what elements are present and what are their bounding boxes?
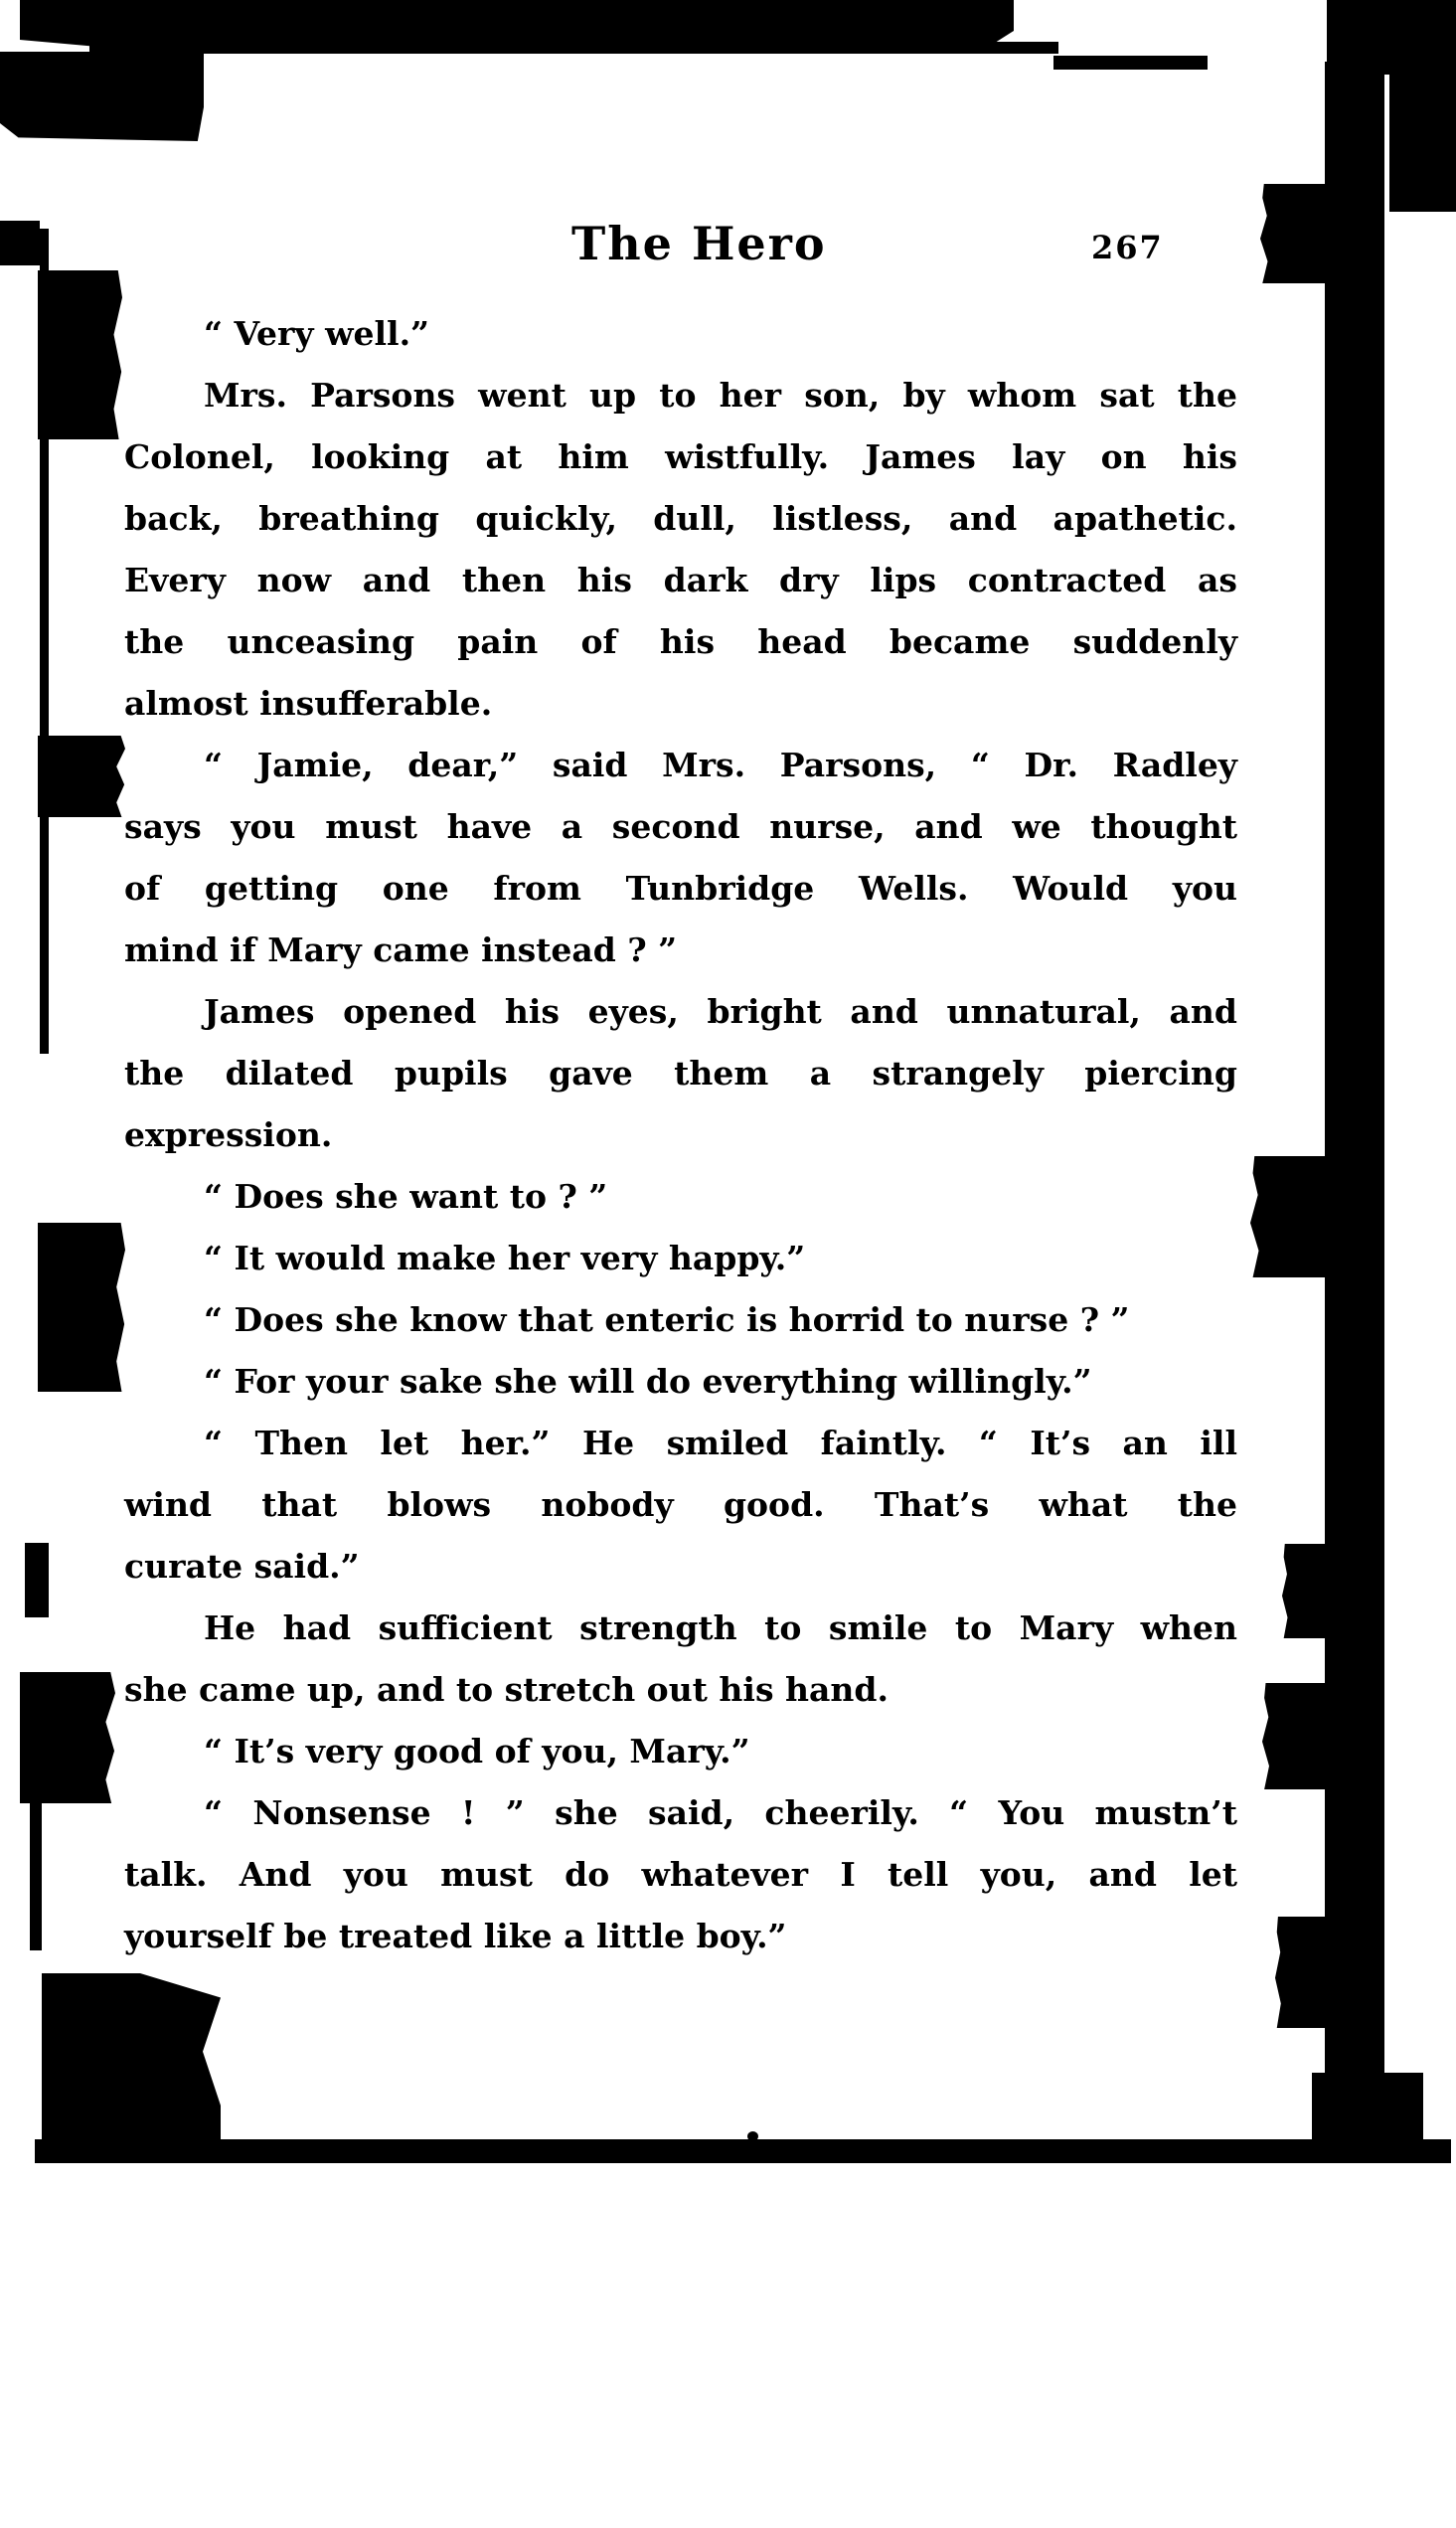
text-line: the dilated pupils gave them a strangely piercing [124,1054,1237,1093]
text-line: curate said.” [124,1547,360,1586]
text-line: she came up, and to stretch out his hand. [124,1670,889,1709]
text-line: “ Then let her.” He smiled faintly. “ It’s an ill [204,1424,1237,1462]
text-line: “ Does she want to ? ” [204,1177,608,1216]
running-header-title: The Hero [571,217,827,270]
text-line: “ It’s very good of you, Mary.” [204,1732,750,1770]
scan-artifact [0,221,40,265]
scan-artifact [1312,2073,1423,2157]
scan-artifact [38,1223,125,1392]
page-text [124,303,1237,1967]
text-line: “ Jamie, dear,” said Mrs. Parsons, “ Dr. Radley [204,746,1237,784]
text-line: back, breathing quickly, dull, listless, and apathetic. [124,499,1237,538]
text-line: “ It would make her very happy.” [204,1239,806,1277]
text-line: wind that blows nobody good. That’s what the [124,1485,1237,1524]
text-line: “ For your sake she will do everything willingly.” [204,1362,1092,1401]
scan-artifact [1389,55,1456,212]
text-line: “ Very well.” [204,314,430,353]
text-line: talk. And you must do whatever I tell you, and let [124,1855,1237,1894]
text-line: almost insufferable. [124,684,493,723]
scan-artifact [38,736,125,817]
scan-artifact [1275,1917,1333,2028]
scan-artifact [38,270,122,439]
scan-artifact [1053,56,1208,70]
scan-artifact [89,42,1058,54]
text-line: He had sufficient strength to smile to Mary when [204,1608,1237,1647]
text-line: expression. [124,1115,333,1154]
scan-artifact [1260,184,1335,283]
text-line: “ Nonsense ! ” she said, cheerily. “ You mustn’t [204,1793,1237,1832]
scan-artifact [1250,1156,1335,1277]
text-line: of getting one from Tunbridge Wells. Would you [124,869,1237,908]
text-line: James opened his eyes, bright and unnatural, and [204,992,1237,1031]
scan-artifact [1282,1544,1337,1638]
text-line: mind if Mary came instead ? ” [124,930,678,969]
scan-artifact [20,1672,115,1803]
scan-artifact [35,2139,1451,2163]
text-line: Every now and then his dark dry lips contracted as [124,561,1237,599]
text-line: the unceasing pain of his head became suddenly [124,622,1237,661]
scan-artifact [0,52,204,141]
scan-artifact [42,1973,221,2147]
scan-artifact [1325,62,1384,2154]
text-line: “ Does she know that enteric is horrid to nurse ? ” [204,1300,1130,1339]
text-line: says you must have a second nurse, and we thought [124,807,1237,846]
page-number: 267 [1091,229,1164,266]
scan-artifact [25,1543,49,1617]
text-line: yourself be treated like a little boy.” [124,1917,787,1955]
text-line: Colonel, looking at him wistfully. James lay on his [124,437,1237,476]
scan-artifact [747,2131,758,2141]
text-line: Mrs. Parsons went up to her son, by whom sat the [204,376,1237,415]
scan-artifact [1262,1683,1332,1789]
scan-artifact [30,1801,42,1950]
